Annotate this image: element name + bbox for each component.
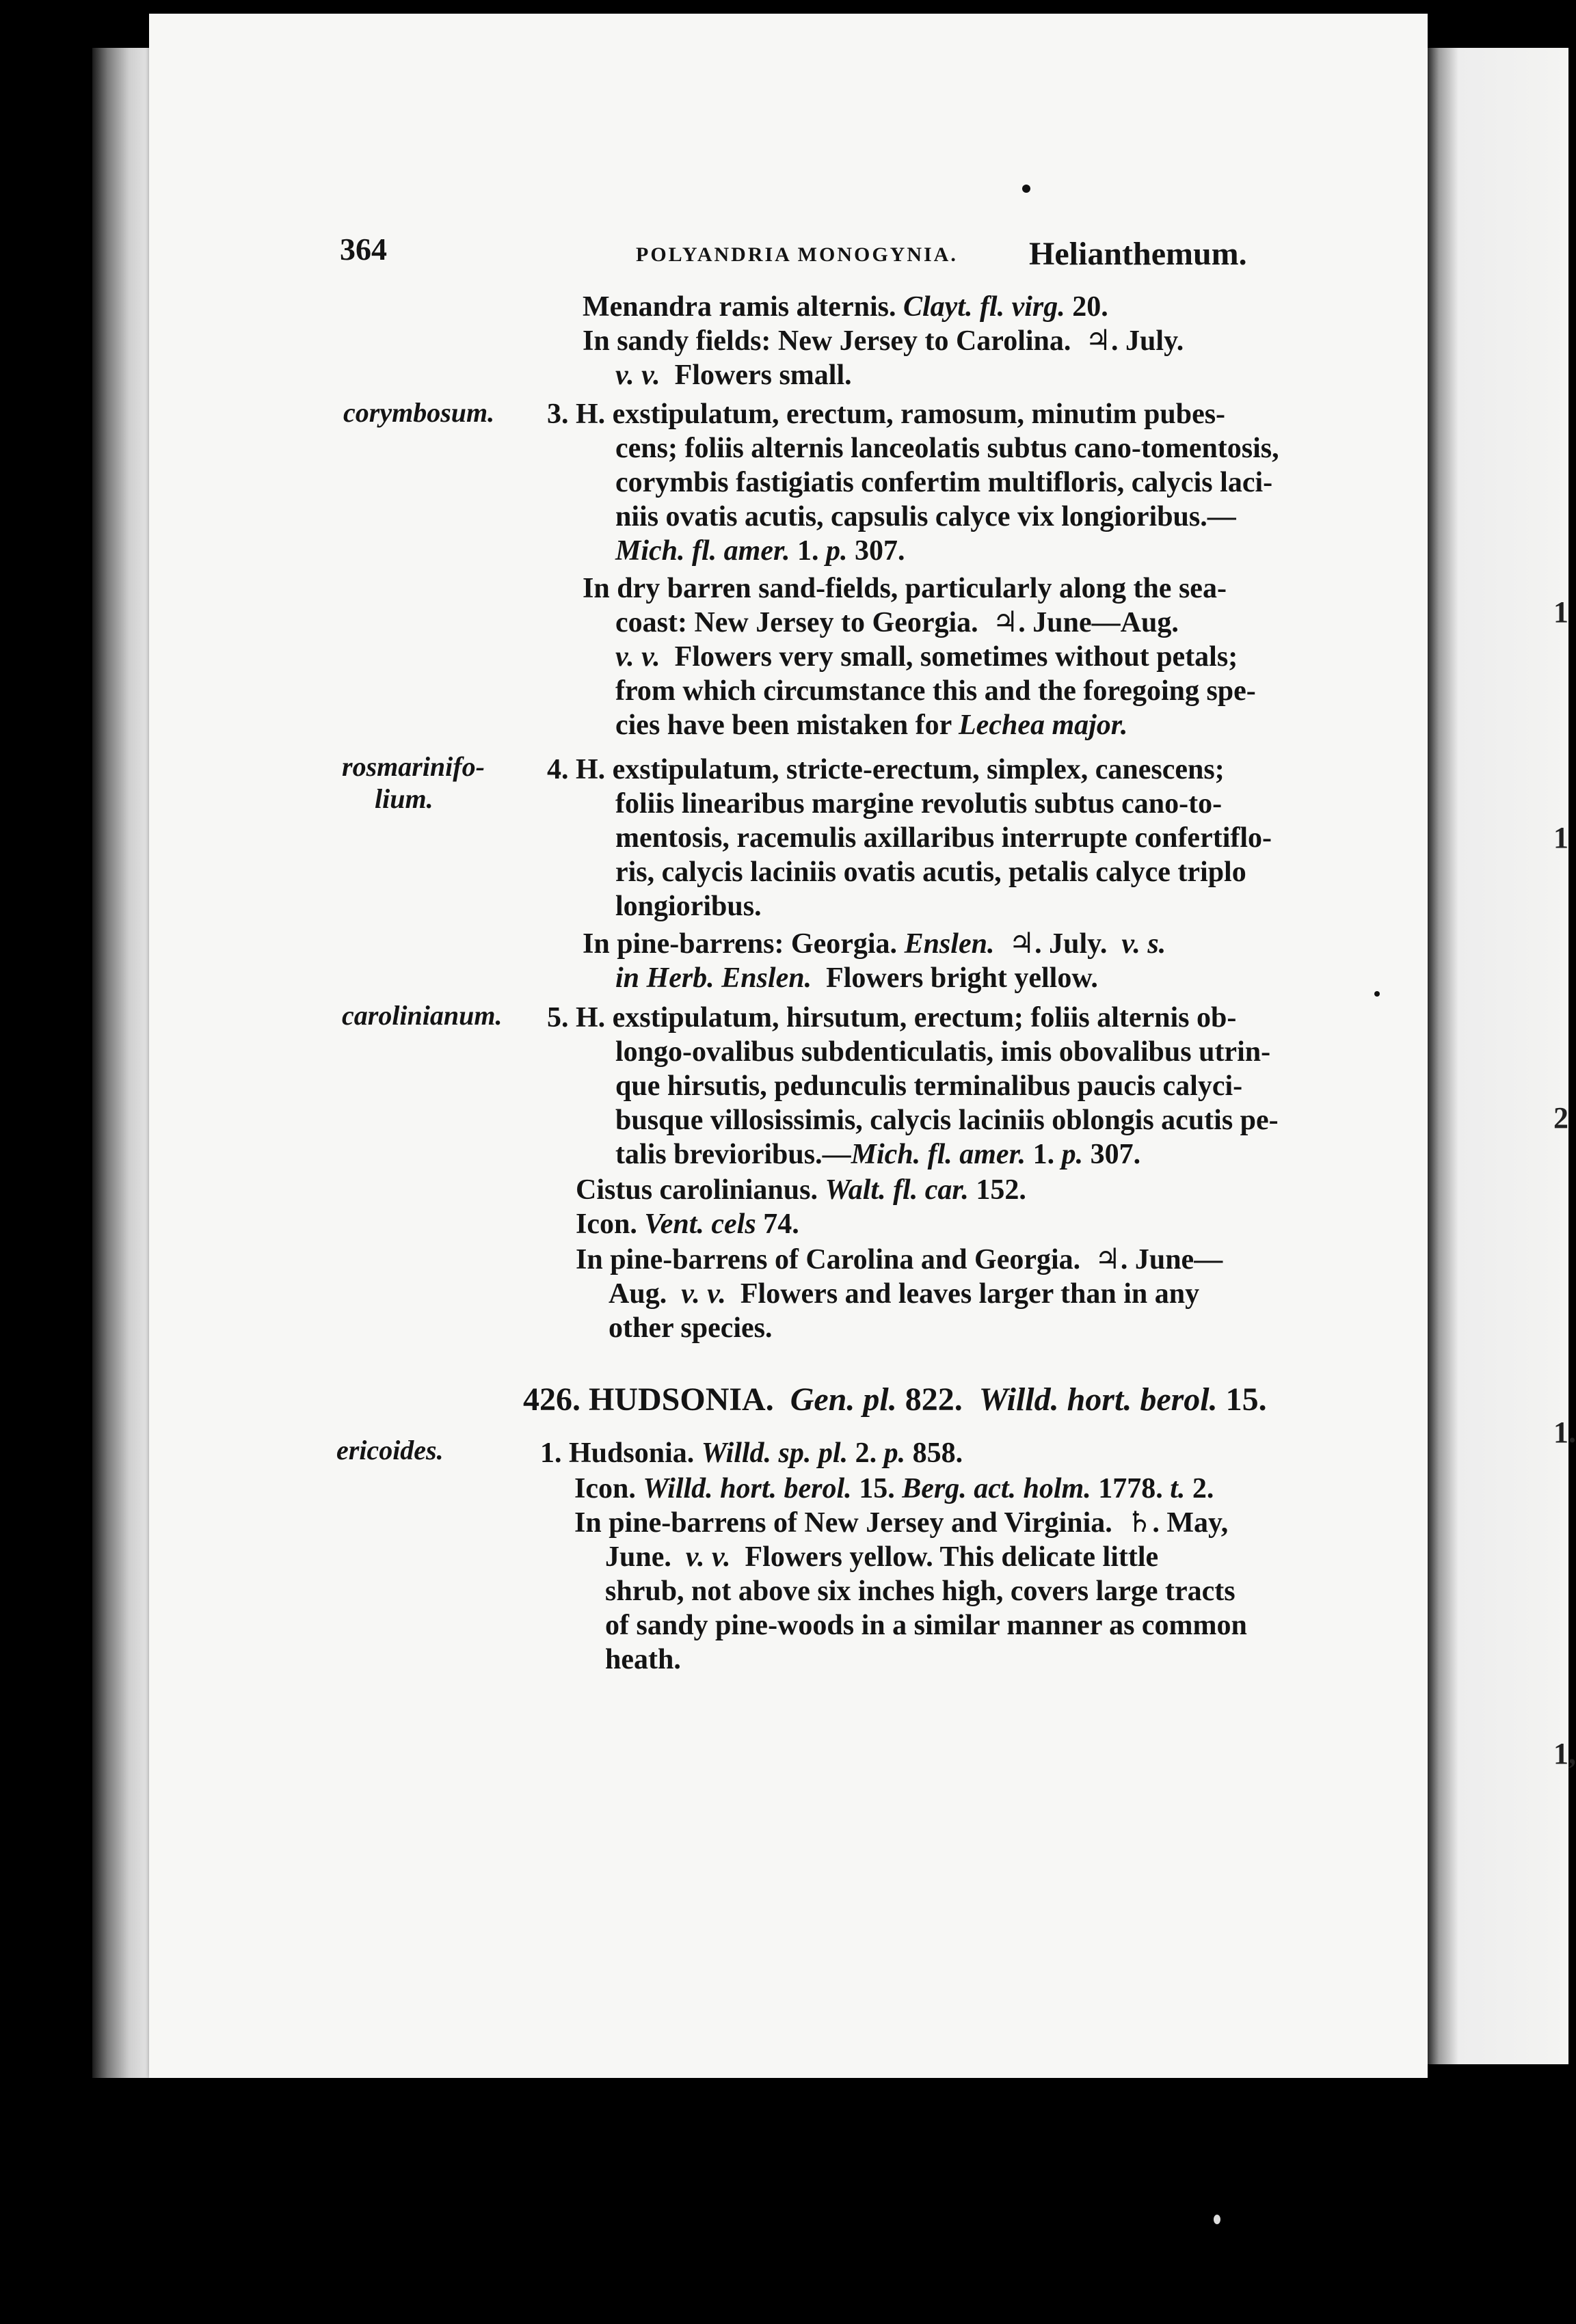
- text-line: Menandra ramis alternis. Clayt. fl. virg. 20.: [583, 291, 1108, 323]
- margin-label-corymbosum: corymbosum.: [343, 397, 495, 428]
- text-line: 1. Hudsonia. Willd. sp. pl. 2. p. 858.: [540, 1437, 963, 1469]
- text-line: mentosis, racemulis axillaribus interrupte confertiflo-: [615, 822, 1272, 854]
- text-line: in Herb. Enslen. Flowers bright yellow.: [615, 962, 1098, 994]
- text-line: In pine-barrens of Carolina and Georgia. ♃. June—: [576, 1244, 1223, 1275]
- line-01: [0, 0, 1, 1]
- text-line: longioribus.: [615, 891, 762, 922]
- text-line: que hirsutis, pedunculis terminalibus paucis calyci-: [615, 1070, 1243, 1102]
- text-line: heath.: [605, 1644, 681, 1675]
- text-line: In pine-barrens of New Jersey and Virginia. ♄. May,: [574, 1507, 1229, 1539]
- facing-page-digit: 1: [1553, 821, 1568, 854]
- text-line: Icon. Willd. hort. berol. 15. Berg. act. holm. 1778. t. 2.: [574, 1473, 1214, 1504]
- ink-speck: [1022, 185, 1030, 193]
- text-line: shrub, not above six inches high, covers large tracts: [605, 1576, 1236, 1607]
- text-line: Cistus carolinianus. Walt. fl. car. 152.: [576, 1174, 1026, 1206]
- margin-label-ericoides: ericoides.: [336, 1435, 444, 1465]
- facing-page-strip: [1428, 48, 1568, 2064]
- facing-page-digit: 1.: [1553, 1416, 1576, 1449]
- text-line: In sandy fields: New Jersey to Carolina. ♃. July.: [583, 325, 1184, 357]
- facing-page-digit: 2: [1553, 1101, 1568, 1135]
- text-line: niis ovatis acutis, capsulis calyce vix longioribus.—: [615, 501, 1236, 532]
- text-line: cies have been mistaken for Lechea major.: [615, 710, 1128, 741]
- ink-speck: [1374, 991, 1380, 997]
- text-line: Aug. v. v. Flowers and leaves larger than in any: [609, 1278, 1200, 1310]
- text-line: 5. H. exstipulatum, hirsutum, erectum; foliis alternis ob-: [547, 1002, 1237, 1033]
- running-head-genus: Helianthemum.: [1029, 236, 1247, 272]
- running-head-section: POLYANDRIA MONOGYNIA.: [636, 243, 958, 266]
- text-line: Icon. Vent. cels 74.: [576, 1208, 799, 1240]
- genus-heading: 426. HUDSONIA. Gen. pl. 822. Willd. hort. berol. 15.: [523, 1381, 1267, 1418]
- text-line: ris, calycis laciniis ovatis acutis, petalis calyce triplo: [615, 856, 1246, 888]
- text-line: from which circumstance this and the foregoing spe-: [615, 675, 1256, 707]
- margin-label-rosmarinifolium: rosmarinifo-: [342, 751, 485, 782]
- text-line: In pine-barrens: Georgia. Enslen. ♃. July. v. s.: [583, 928, 1166, 960]
- text-line: coast: New Jersey to Georgia. ♃. June—Aug.: [615, 607, 1179, 638]
- facing-page-digit: 1,: [1553, 1737, 1576, 1770]
- margin-label-rosmarinifolium-cont: lium.: [375, 783, 433, 814]
- text-line: talis brevioribus.—Mich. fl. amer. 1. p. 307.: [615, 1139, 1141, 1170]
- text-line: foliis linearibus margine revolutis subtus cano-to-: [615, 788, 1223, 820]
- text-line: longo-ovalibus subdenticulatis, imis obovalibus utrin-: [615, 1036, 1271, 1068]
- text-line: v. v. Flowers very small, sometimes without petals;: [615, 641, 1238, 673]
- page-number: 364: [340, 232, 387, 267]
- text-line: corymbis fastigiatis confertim multifloris, calycis laci-: [615, 467, 1273, 498]
- text-line: of sandy pine-woods in a similar manner as common: [605, 1610, 1247, 1641]
- text-line: 3. H. exstipulatum, erectum, ramosum, minutim pubes-: [547, 398, 1226, 430]
- text-line: busque villosissimis, calycis laciniis oblongis acutis pe-: [615, 1105, 1279, 1136]
- text-line: v. v. Flowers small.: [615, 360, 852, 391]
- margin-label-carolinianum: carolinianum.: [342, 1000, 503, 1031]
- text-line: other species.: [609, 1312, 773, 1344]
- text-line: 4. H. exstipulatum, stricte-erectum, simplex, canescens;: [547, 754, 1225, 785]
- text-line: Mich. fl. amer. 1. p. 307.: [615, 535, 905, 567]
- text-line: June. v. v. Flowers yellow. This delicate little: [605, 1541, 1159, 1573]
- text-line: cens; foliis alternis lanceolatis subtus cano-tomentosis,: [615, 433, 1279, 464]
- left-page-edge: [92, 48, 154, 2078]
- text-line: In dry barren sand-fields, particularly along the sea-: [583, 573, 1227, 604]
- ink-speck: [1214, 2215, 1220, 2224]
- facing-page-digit: 1: [1553, 595, 1568, 629]
